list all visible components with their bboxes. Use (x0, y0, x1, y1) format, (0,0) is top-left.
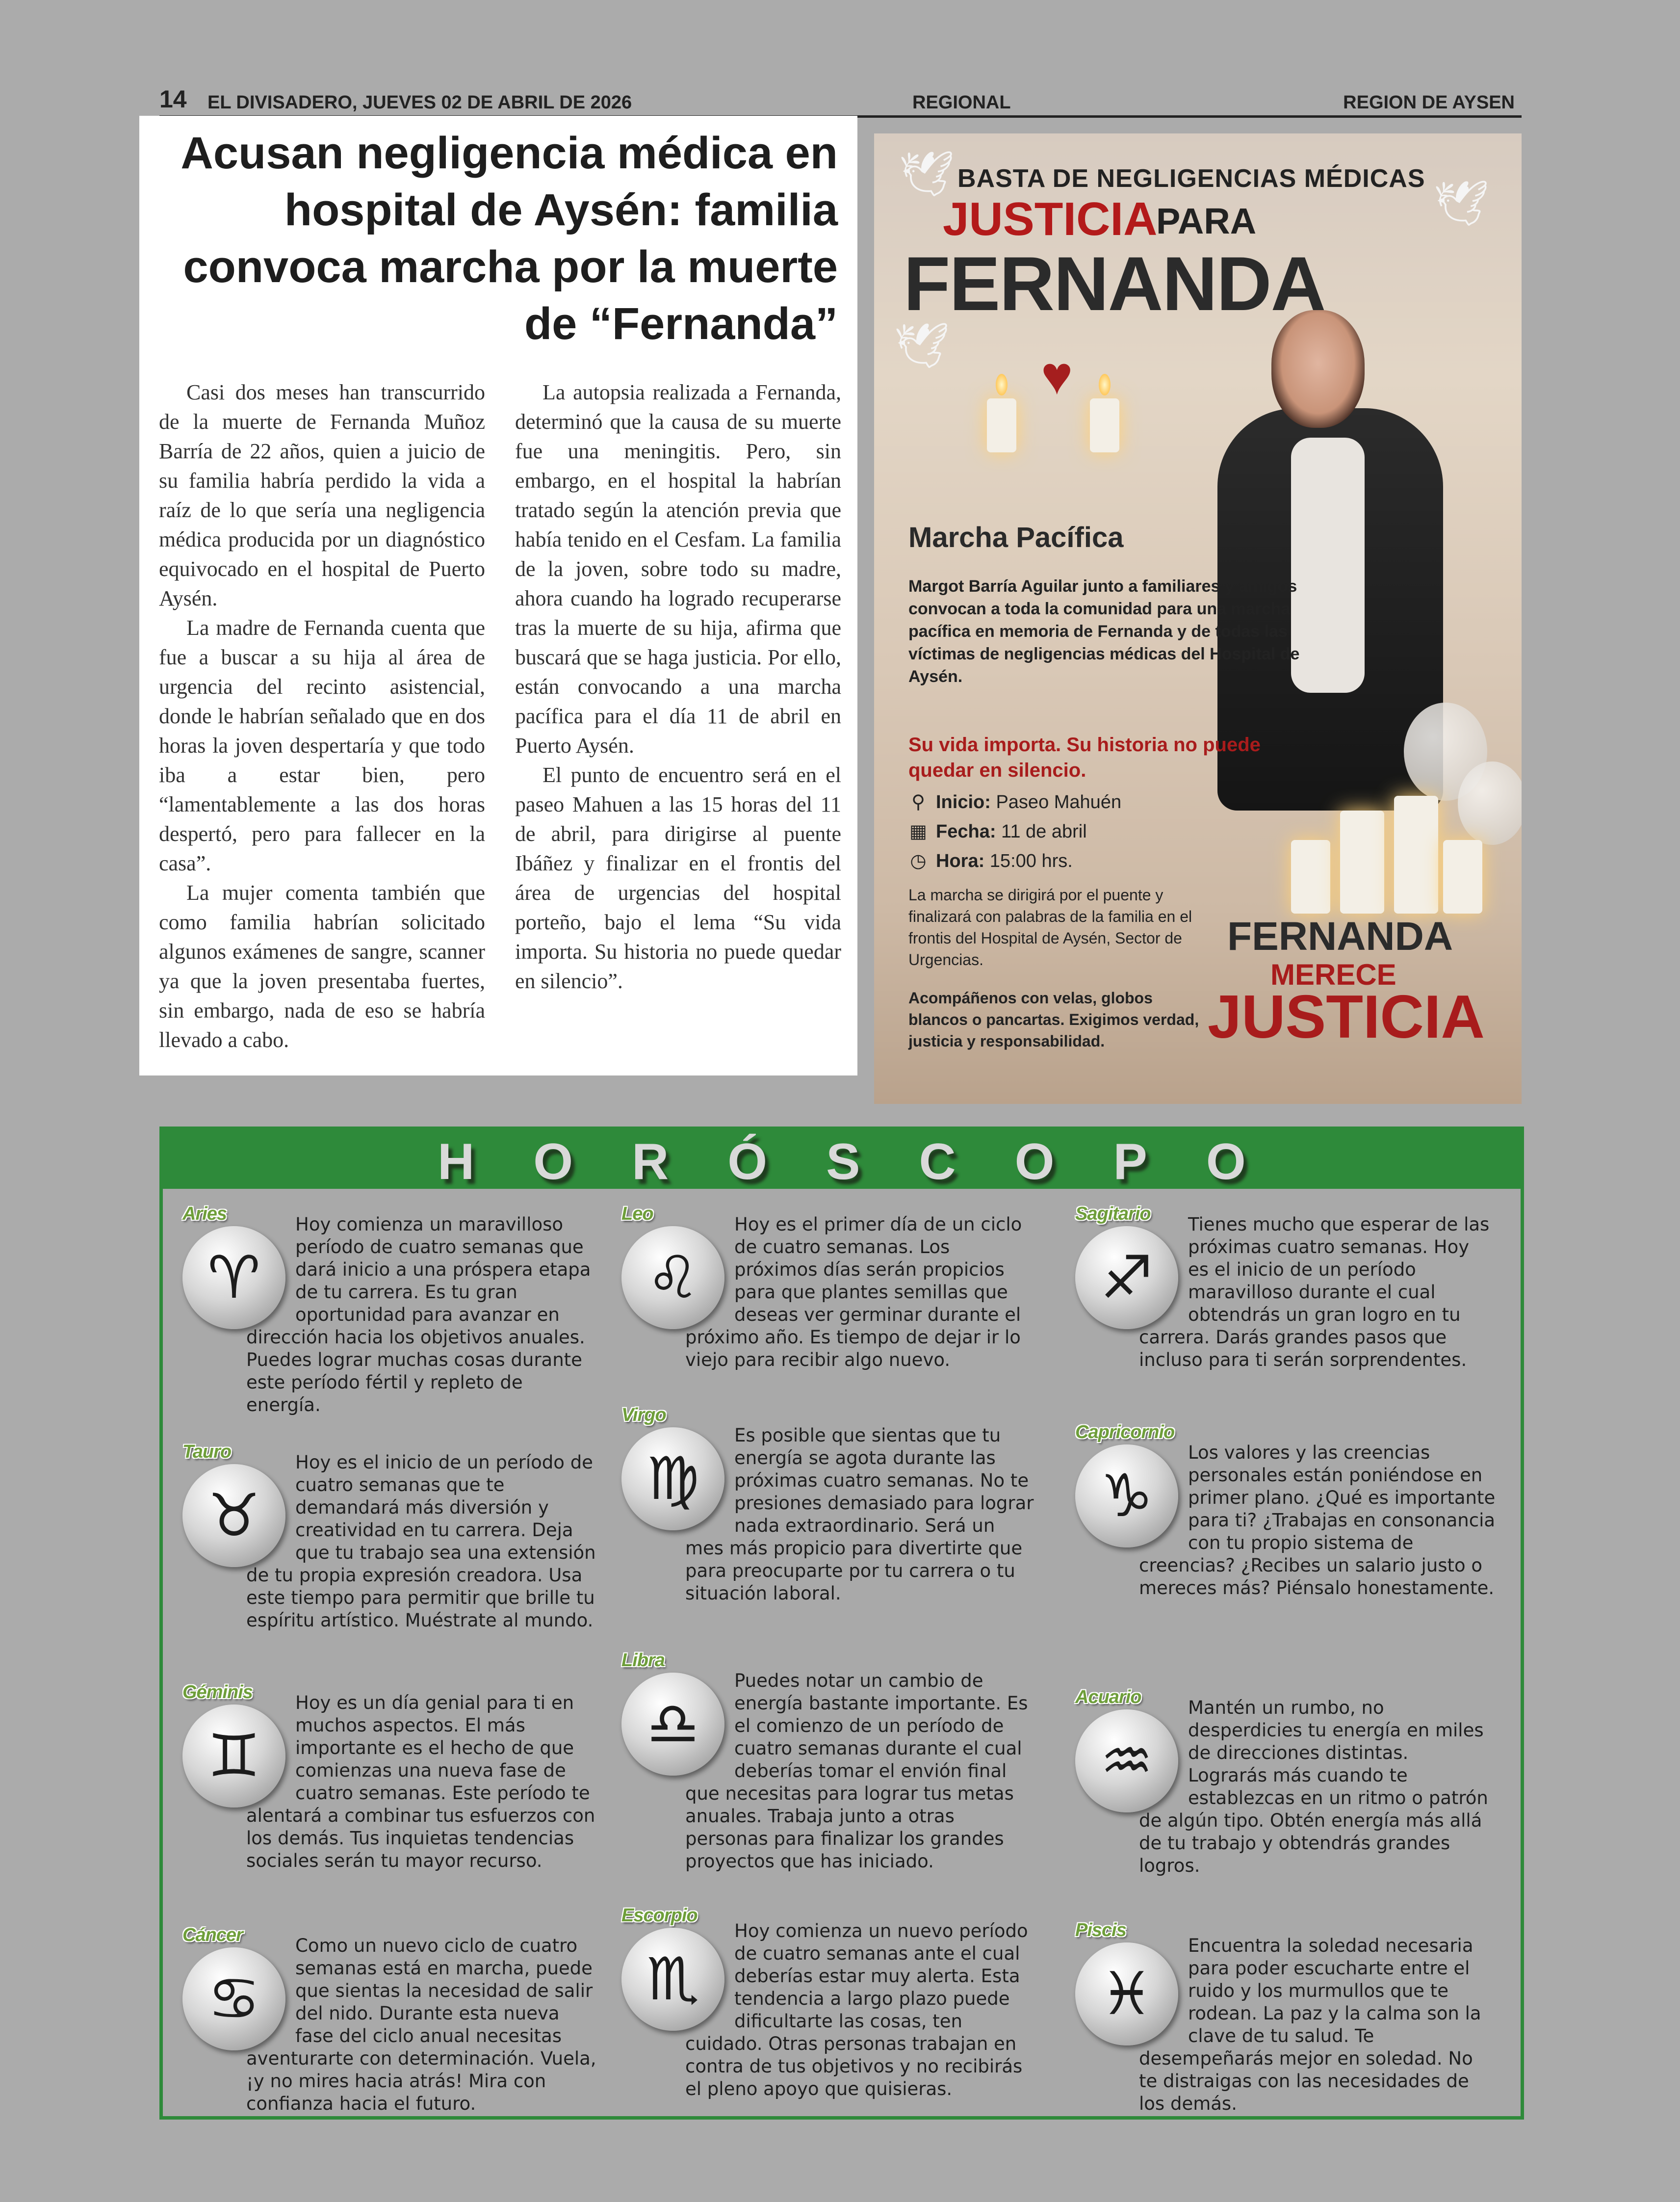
scorpio-icon: ♏ (621, 1928, 724, 2031)
date-label: Fecha: (936, 821, 996, 842)
sign-taurus (182, 1442, 604, 1652)
sign-text (246, 1451, 599, 1632)
capricorn-icon: ♑ (1075, 1444, 1178, 1547)
sign-name: Leo (621, 1204, 653, 1224)
sign-libra (621, 1650, 1043, 1872)
sign-name: Géminis (182, 1682, 253, 1703)
sign-text-body: Es posible que sientas que tu energía se agota durante las próximas cuatro semanas. No te presiones demasiado para lograr nada extraordinario. Será un mes más propicio para divertirte que para preocuparte por tu carrera o tu situación laboral. (685, 1425, 1034, 1604)
poster-closing-name: FERNANDA (1227, 914, 1453, 959)
candle-icon (1340, 811, 1384, 914)
virgo-icon: ♍ (621, 1427, 724, 1530)
poster-time (908, 850, 1073, 872)
candle-icon (1394, 796, 1438, 914)
dove-icon: 🕊 (1433, 179, 1490, 228)
section-label: REGIONAL (912, 92, 1011, 113)
sign-text (246, 1935, 599, 2115)
balloon-icon (1458, 761, 1522, 845)
sign-text-body: Tienes mucho que esperar de las próximas cuatro semanas. Hoy es el inicio de un período maravilloso durante el cual obtendrás un gran logro en tu carrera. Darás grandes pasos que incluso para ti serán sorprendentes. (1139, 1214, 1490, 1370)
sign-scorpio (621, 1905, 1043, 2111)
candle-flame (996, 374, 1008, 395)
sign-name: Sagitario (1075, 1204, 1151, 1224)
article-paragraph: La madre de Fernanda cuenta que fue a buscar a su hija al área de urgencia del recinto asistencial, donde le habrían señalado que en dos horas la joven despertaría y que todo iba a estar bien, pero “lamentablemente a las dos horas despertó, pero para fallecer en la casa”. (159, 616, 485, 875)
broken-heart-icon: ♥ (1041, 345, 1073, 406)
candle-icon (1443, 840, 1482, 914)
aries-icon: ♈ (182, 1226, 285, 1329)
sign-name: Capricornio (1075, 1422, 1175, 1442)
horoscope-title: HORÓSCOPO (438, 1133, 1305, 1190)
date-value: 11 de abril (1001, 821, 1087, 842)
sign-sagittarius (1075, 1204, 1507, 1400)
poster-motto: Su vida importa. Su historia no puede quedar en silencio. (908, 734, 1261, 781)
sign-text (246, 1692, 599, 1872)
sign-virgo (621, 1405, 1043, 1616)
article-paragraph: La mujer comenta también que como familia habrían solicitado algunos exámenes de sangre, scanner ya que la joven presentaba fuertes, sin embargo, nada de eso se habría llevado a cabo. (159, 881, 485, 1052)
sign-capricorn (1075, 1422, 1507, 1633)
time-value: 15:00 hrs. (989, 851, 1073, 871)
time-label: Hora: (936, 851, 985, 871)
sign-text-body: Hoy comienza un maravilloso período de cuatro semanas que dará inicio a una próspera etapa de tu carrera. Es tu gran oportunidad para avanzar en dirección hacia los objetivos anuales. Puedes lograr muchas cosas durante este período fértil y repleto de energía. (246, 1214, 591, 1416)
clock-icon: ◷ (910, 851, 927, 871)
sign-text (1139, 1697, 1492, 1877)
candle-flame (1099, 374, 1111, 395)
sign-text-body: Hoy comienza un nuevo período de cuatro semanas ante el cual deberías estar muy alerta. Esta tendencia a largo plazo puede dificultarte las cosas, ten cuidado. Otras personas trabajan en contra de tus objetivos y no recibirás el pleno apoyo que quisieras. (685, 1920, 1028, 2099)
march-poster (874, 133, 1522, 1104)
sign-name: Piscis (1075, 1920, 1126, 1940)
poster-accompany: Acompáñenos con velas, globos blancos o pancartas. Exigimos verdad, justicia y responsabilidad. (908, 989, 1199, 1050)
horoscope-section (159, 1127, 1524, 2120)
poster-closing-justicia: JUSTICIA (1208, 983, 1485, 1051)
sign-text (685, 1213, 1038, 1371)
sign-text-body: Hoy es el primer día de un ciclo de cuatro semanas. Los próximos días serán propicios para que plantes semillas que deseas ver germinar durante el próximo año. Es tiempo de dejar ir lo viejo para recibir algo nuevo. (685, 1214, 1022, 1370)
article-column-right (515, 378, 841, 996)
poster-date (908, 820, 1087, 842)
sign-name: Virgo (621, 1405, 666, 1425)
sign-name: Acuario (1075, 1687, 1141, 1707)
sign-gemini (182, 1682, 604, 1893)
libra-icon: ♎ (621, 1673, 724, 1776)
sign-text-body: Encuentra la soledad necesaria para poder escucharte entre el ruido y los murmullos que te rodean. La paz y la calma son la clave de tu salud. Te desempeñarás mejor en soledad. No te distraigas con las necesidades de los demás. (1139, 1935, 1481, 2114)
sign-text (685, 1424, 1038, 1605)
poster-justicia: JUSTICIA (943, 193, 1158, 245)
sign-text-body: Hoy es el inicio de un período de cuatro semanas que te demandará más diversión y creatividad en tu carrera. Deja que tu trabajo sea una extensión de tu propia expresión creadora. Usa este tiempo para permitir que brille tu espíritu artístico. Muéstrate al mundo. (246, 1452, 596, 1631)
poster-closing-merece: MERECE (1270, 958, 1396, 991)
page-number: 14 (159, 85, 187, 113)
article-paragraph: La autopsia realizada a Fernanda, determinó que la causa de su muerte fue una meningitis. Pero, sin embargo, en el hospital la habrían tratado según la atención previa que había tenido en el Cesfam. La familia de la joven, sobre todo su madre, ahora cuando ha logrado recuperarse tras la muerte de su hija, afirma que buscará que se haga justicia. Por ello, están convocando a una marcha pacífica para el día 11 de abril en Puerto Aysén. (515, 380, 841, 758)
sign-cancer (182, 1925, 604, 2121)
poster-description: Margot Barría Aguilar junto a familiares y amigos convocan a toda la comunidad para una marcha pacífica en memoria de Fernanda y de todas las víctimas de negligencias médicas del Hospital de Aysén. (908, 577, 1300, 686)
sign-name: Cáncer (182, 1925, 243, 1945)
sign-text (685, 1670, 1038, 1873)
page-header (159, 85, 1522, 118)
pisces-icon: ♓ (1075, 1942, 1178, 2045)
sagittarius-icon: ♐ (1075, 1226, 1178, 1329)
article-paragraph: El punto de encuentro será en el paseo Mahuen a las 15 horas del 11 de abril, para dirigirse al puente Ibáñez y finalizar en el frontis del área de urgencias del hospital porteño, bajo el lema “Su vida importa. Su historia no puede quedar en silencio”. (515, 763, 841, 993)
poster-route: La marcha se dirigirá por el puente y finalizará con palabras de la familia en el frontis del Hospital de Aysén, Sector de Urgencias. (908, 886, 1192, 969)
candle-icon (1090, 398, 1119, 452)
region-label: REGION DE AYSEN (1343, 92, 1515, 113)
article-headline: Acusan negligencia médica en hospital de Aysén: familia convoca marcha por la muerte de “Fernanda” (181, 128, 838, 349)
sign-name: Escorpio (621, 1905, 698, 1926)
sign-text (246, 1213, 599, 1416)
poster-name: FERNANDA (904, 241, 1325, 327)
poster-start (908, 791, 1121, 813)
sign-name: Libra (621, 1650, 665, 1671)
sign-text-body: Puedes notar un cambio de energía bastante importante. Es el comienzo de un período de cuatro semanas durante el cual deberías tomar el envión final que necesitas para lograr tus metas anuales. Trabaja junto a otras personas para finalizar los grandes proyectos que has iniciado. (685, 1670, 1028, 1872)
sign-text-body: Como un nuevo ciclo de cuatro semanas está en marcha, puede que sientas la necesidad de salir del nido. Durante esta nueva fase del ciclo anual necesitas aventurarte con determinación. Vuela, ¡y no mires hacia atrás! Mira con confianza hacia el futuro. (246, 1935, 596, 2114)
poster-top-line: BASTA DE NEGLIGENCIAS MÉDICAS (957, 164, 1425, 193)
news-article (139, 116, 857, 1075)
sign-text (1139, 1213, 1492, 1371)
dove-icon: 🕊 (894, 321, 950, 370)
candle-icon (1291, 840, 1330, 914)
calendar-icon: ▦ (909, 821, 927, 842)
horoscope-banner (163, 1130, 1521, 1189)
taurus-icon: ♉ (182, 1464, 285, 1567)
article-column-left (159, 378, 485, 1055)
candle-icon (987, 398, 1016, 452)
cancer-icon: ♋ (182, 1947, 285, 2050)
sign-text-body: Mantén un rumbo, no desperdicies tu energía en miles de direcciones distintas. Lograrás más cuando te establezcas en un ritmo o patrón de algún tipo. Obtén energía más allá de tu trabajo y obtendrás grandes logros. (1139, 1697, 1488, 1876)
start-label: Inicio: (936, 792, 991, 813)
sign-text (1139, 1935, 1492, 2115)
poster-para: PARA (1156, 201, 1257, 241)
leo-icon: ♌ (621, 1226, 724, 1329)
gemini-icon: ♊ (182, 1704, 285, 1808)
sign-pisces (1075, 1920, 1507, 2116)
pin-icon: ⚲ (911, 792, 925, 813)
sign-text (685, 1920, 1038, 2100)
sign-text-body: Los valores y las creencias personales están poniéndose en primer plano. ¿Qué es importante para ti? ¿Trabajas en consonancia con tu propio sistema de creencias? ¿Recibes un salario justo o mereces más? Piénsalo honestamente. (1139, 1442, 1496, 1599)
article-paragraph: Casi dos meses han transcurrido de la muerte de Fernanda Muñoz Barría de 22 años, quien a juicio de su familia habría perdido la vida a raíz de lo que sería una negligencia médica producida por un diagnóstico equivocado en el hospital de Puerto Aysén. (159, 380, 485, 610)
poster-march-title: Marcha Pacífica (908, 522, 1124, 553)
sign-text-body: Hoy es un día genial para ti en muchos aspectos. El más importante es el hecho de que comienzas una nueva fase de cuatro semanas. Este período te alentará a combinar tus esfuerzos con los demás. Tus inquietas tendencias sociales serán tu mayor recurso. (246, 1692, 595, 1871)
sign-aquarius (1075, 1687, 1507, 1883)
sign-leo (621, 1204, 1043, 1400)
sign-name: Aries (182, 1204, 227, 1224)
publication-date: EL DIVISADERO, JUEVES 02 DE ABRIL DE 2026 (207, 92, 632, 113)
aquarius-icon: ♒ (1075, 1709, 1178, 1812)
sign-aries (182, 1204, 604, 1415)
dove-icon: 🕊 (899, 150, 955, 199)
sign-name: Tauro (182, 1442, 232, 1462)
start-value: Paseo Mahuén (996, 792, 1122, 813)
sign-text (1139, 1442, 1502, 1599)
